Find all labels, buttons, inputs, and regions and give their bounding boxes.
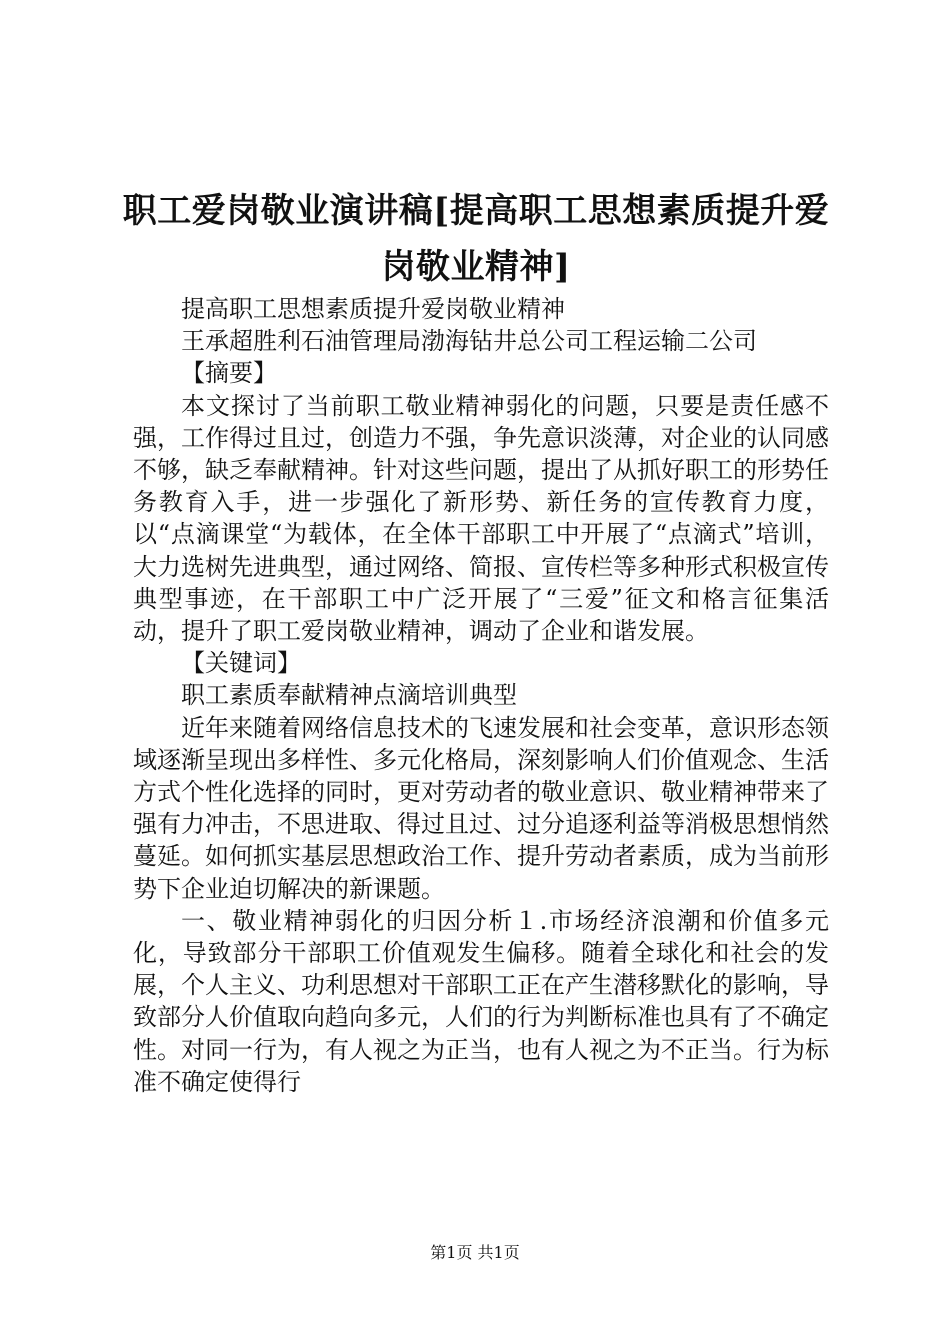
page-footer: 第1页 共1页: [430, 1243, 520, 1262]
abstract-heading: 【摘要】: [181, 359, 277, 388]
document-body: [133, 293, 829, 1098]
author-line: 王承超胜利石油管理局渤海钻井总公司工程运输二公司: [181, 327, 757, 356]
keywords-heading: 【关键词】: [181, 649, 301, 678]
document-title: 职工爱岗敬业演讲稿[提高职工思想素质提升爱岗敬业精神]: [122, 191, 830, 287]
section1-paragraph: 一、敬业精神弱化的归因分析１.市场经济浪潮和价值多元化，导致部分干部职工价值观发生偏移。随着全球化和社会的发展，个人主义、功利思想对干部职工正在产生潜移默化的影响，导致部分人价值取向趋向多元，人们的行为判断标准也具有了不确定性。对同一行为，有人视之为正当，也有人视之为不正当。行为标准不确定使得行: [133, 906, 829, 1096]
intro-paragraph: 近年来随着网络信息技术的飞速发展和社会变革，意识形态领域逐渐呈现出多样性、多元化格局，深刻影响人们价值观念、生活方式个性化选择的同时，更对劳动者的敬业意识、敬业精神带来了强有力冲击，不思进取、得过且过、过分追逐利益等消极思想悄然蔓延。如何抓实基层思想政治工作、提升劳动者素质，成为当前形势下企业迫切解决的新课题。: [133, 713, 829, 903]
keywords-line: 职工素质奉献精神点滴培训典型: [181, 681, 517, 710]
abstract-paragraph: 本文探讨了当前职工敬业精神弱化的问题，只要是责任感不强，工作得过且过，创造力不强，争先意识淡薄，对企业的认同感不够，缺乏奉献精神。针对这些问题，提出了从抓好职工的形势任务教育入手，进一步强化了新形势、新任务的宣传教育力度，以“点滴课堂“为载体，在全体干部职工中开展了“点滴式”培训，大力选树先进典型，通过网络、简报、宣传栏等多种形式积极宣传典型事迹，在干部职工中广泛开展了“三爱”征文和格言征集活动，提升了职工爱岗敬业精神，调动了企业和谐发展。: [133, 391, 829, 646]
subtitle-line: 提高职工思想素质提升爱岗敬业精神: [181, 295, 565, 323]
